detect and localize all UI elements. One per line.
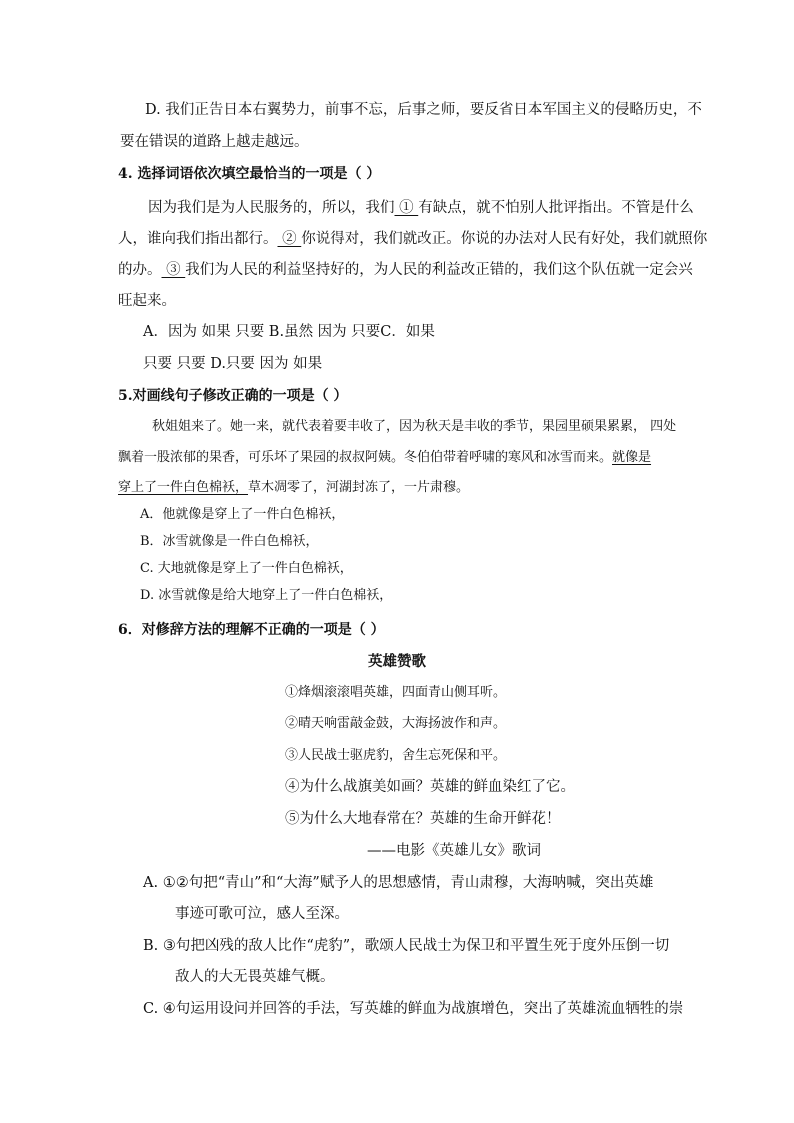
q4-paragraph-line3: [118, 260, 693, 280]
q4-text: 的办。: [118, 262, 162, 278]
q5-option-c: C. 大地就像是穿上了一件白色棉袄，: [140, 561, 353, 576]
q4-blank-1: ①: [394, 200, 419, 216]
q4-text: 人，谁向我们指出都行。: [118, 231, 278, 247]
q6-option-c-line1: C. ④句运用设问并回答的手法，写英雄的鲜血为战旗增色，突出了英雄流血牺牲的崇: [143, 1001, 684, 1017]
q6-option-b-line1: B. ③句把凶残的敌人比作“虎豹”，歌颂人民战士为保卫和平置生死于度外压倒一切: [143, 938, 670, 954]
q3-option-d-line1: D. 我们正告日本右翼势力，前事不忘，后事之师，要反省日本军国主义的侵略历史，不: [145, 102, 702, 118]
q6-option-a-line2: 事迹可歌可泣，感人至深。: [175, 906, 349, 922]
q5-option-a: A．他就像是穿上了一件白色棉袄，: [140, 507, 345, 522]
q4-title: 4. 选择词语依次填空最恰当的一项是（ ）: [118, 166, 381, 182]
q5-underlined-sentence: 就像是: [612, 450, 652, 465]
poem-title: 英雄赞歌: [368, 653, 426, 670]
q4-text: 有缺点，就不怕别人批评指出。不管是什么: [418, 200, 694, 216]
q4-blank-2: ②: [277, 231, 302, 247]
q5-paragraph-line3: [118, 478, 469, 498]
q4-text: 因为我们是为人民服务的，所以，我们: [148, 200, 395, 216]
q6-option-b-line2: 敌人的大无畏英雄气概。: [175, 969, 335, 985]
poem-line-2: ②晴天响雷敲金鼓，大海扬波作和声。: [285, 716, 507, 731]
q5-text: 飘着一股浓郁的果香，可乐坏了果园的叔叔阿姨。冬伯伯带着呼啸的寒风和冰雪而来。: [118, 450, 613, 465]
q4-paragraph-line2: [118, 229, 707, 249]
q4-text: 你说得对，我们就改正。你说的办法对人民有好处，我们就照你: [301, 231, 708, 247]
poem-line-4: ④为什么战旗美如画？英雄的鲜血染红了它。: [285, 779, 575, 795]
poem-line-1: ①烽烟滚滚唱英雄，四面青山侧耳听。: [285, 685, 507, 700]
q4-paragraph-line1: [148, 198, 694, 218]
q4-options-line1: A．因为 如果 只要 B.虽然 因为 只要C．如果: [143, 324, 435, 340]
q4-options-line2: 只要 只要 D.只要 因为 如果: [143, 356, 323, 372]
q5-paragraph-line2: [118, 448, 651, 468]
poem-source: ——电影《英雄儿女》歌词: [367, 843, 541, 859]
poem-line-5: ⑤为什么大地春常在？英雄的生命开鲜花！: [285, 811, 561, 827]
q3-option-d-line2: 要在错误的道路上越走越远。: [120, 134, 309, 150]
q4-paragraph-line4: 旺起来。: [118, 293, 176, 309]
q4-text: 我们为人民的利益坚持好的，为人民的利益改正错的，我们这个队伍就一定会兴: [185, 262, 693, 278]
q5-paragraph-line1: 秋姐姐来了。她一来，就代表着要丰收了，因为秋天是丰收的季节，果园里硕果累累， 四处: [152, 419, 677, 434]
q5-underlined-sentence: 穿上了一件白色棉袄，: [118, 480, 249, 495]
q5-option-d: D. 冰雪就像是给大地穿上了一件白色棉袄，: [140, 588, 393, 603]
q5-text: 草木凋零了，河湖封冻了，一片肃穆。: [248, 480, 470, 495]
q6-title: 6．对修辞方法的理解不正确的一项是（ ）: [118, 622, 385, 638]
poem-line-3: ③人民战士驱虎豹，舍生忘死保和平。: [285, 748, 507, 763]
q6-option-a-line1: A. ①②句把“青山”和“大海”赋予人的思想感情，青山肃穆，大海呐喊，突出英雄: [143, 875, 654, 891]
q4-blank-3: ③: [161, 262, 186, 278]
q5-title: 5.对画线句子修改正确的一项是（ ）: [118, 388, 348, 404]
q5-option-b: B．冰雪就像是一件白色棉袄，: [140, 534, 319, 549]
